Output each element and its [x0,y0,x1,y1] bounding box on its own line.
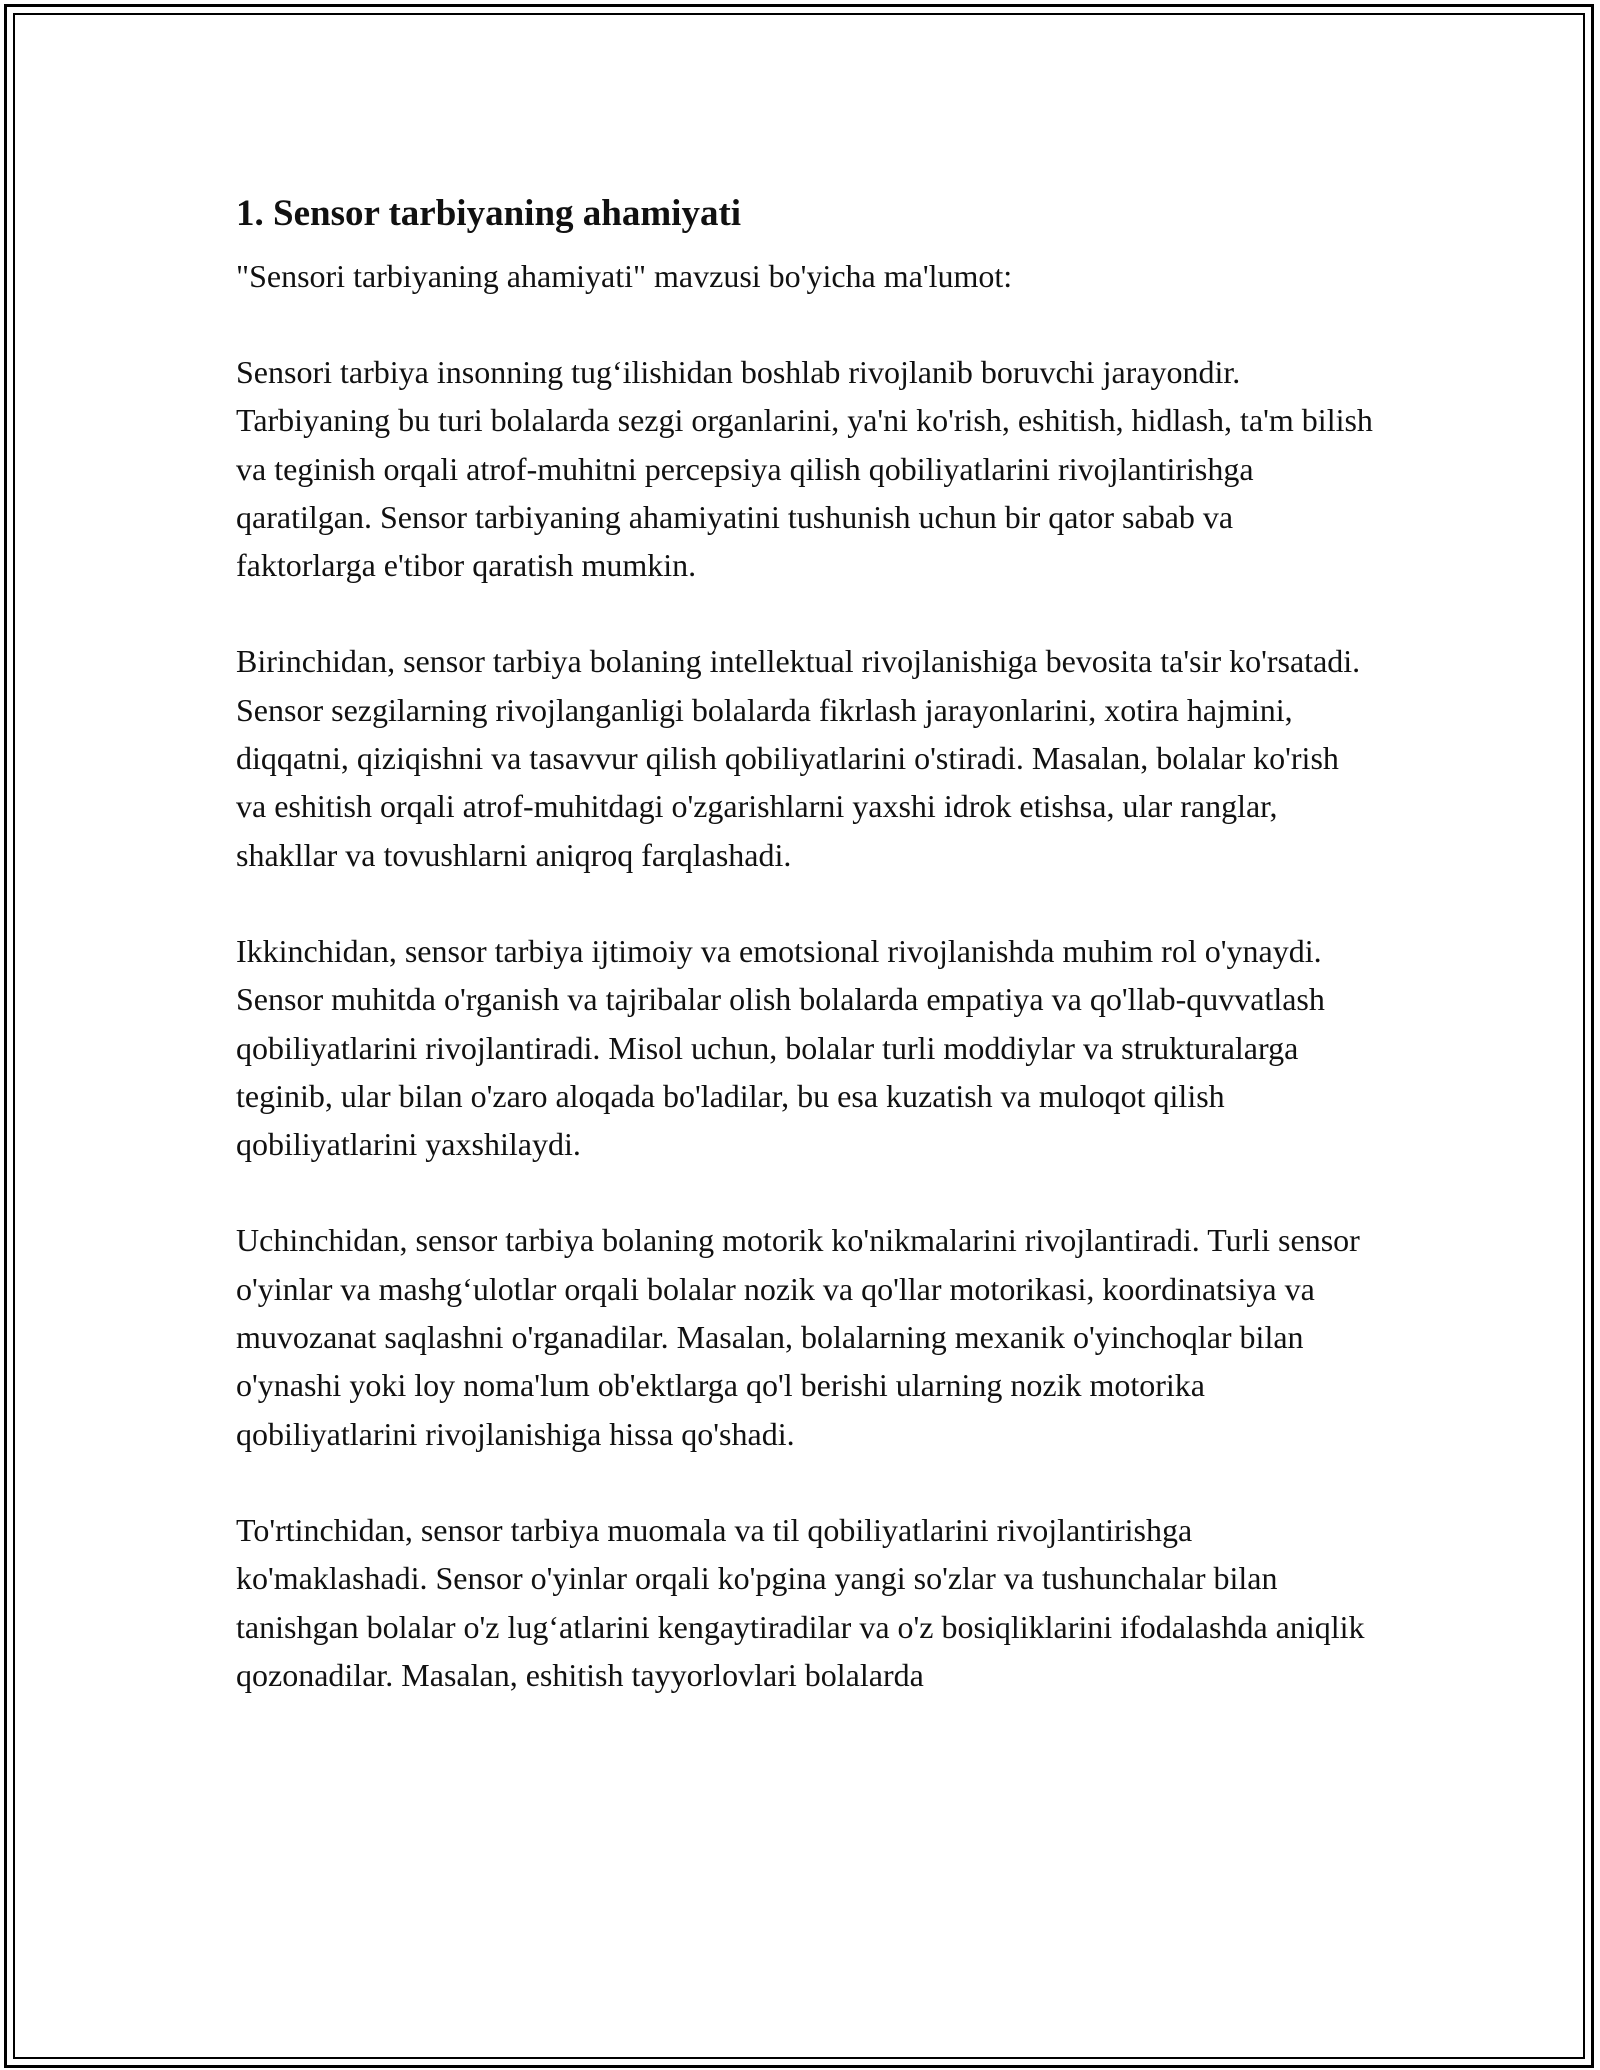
paragraph-1: Sensori tarbiya insonning tug‘ilishidan boshlab rivojlanib boruvchi jarayondir. Tarbiyaning bu turi bolalarda sezgi organlarini, ya'ni ko'rish, eshitish, hidlash, ta'm bilish va teginish orqali atrof-muhitni percepsiya qilish qobiliyatlarini rivojlantirishga qaratilgan. Sensor tarbiyaning ahamiyatini tushunish uchun bir qator sabab va faktorlarga e'tibor qaratish mumkin. [236,354,1373,584]
document-body [236,186,1376,1699]
paragraph-5: To'rtinchidan, sensor tarbiya muomala va til qobiliyatlarini rivojlantirishga ko'maklashadi. Sensor o'yinlar orqali ko'pgina yangi so'zlar va tushunchalar bilan tanishgan bolalar o'z lug‘atlarini kengaytiradilar va o'z bosiqliklarini ifodalashda aniqlik qozonadilar. Masalan, eshitish tayyorlovlari bolalarda [236,1511,1365,1693]
paragraph-3: Ikkinchidan, sensor tarbiya ijtimoiy va emotsional rivojlanishda muhim rol o'ynaydi. Sensor muhitda o'rganish va tajribalar olish bolalarda empatiya va qo'llab-quvvatlash qobiliyatlarini rivojlantiradi. Misol uchun, bolalar turli moddiylar va strukturalarga teginib, ular bilan o'zaro aloqada bo'ladilar, bu esa kuzatish va muloqot qilish qobiliyatlarini yaxshilaydi. [236,932,1325,1163]
paragraph-4: Uchinchidan, sensor tarbiya bolaning motorik ko'nikmalarini rivojlantiradi. Turli sensor o'yinlar va mashg‘ulotlar orqali bolalar nozik va qo'llar motorikasi, koordinatsiya va muvozanat saqlashni o'rganadilar. Masalan, bolalarning mexanik o'yinchoqlar bilan o'ynashi yoki loy noma'lum ob'ektlarga qo'l berishi ularning nozik motorika qobiliyatlarini rivojlanishiga hissa qo'shadi. [236,1222,1360,1452]
paragraph-2: Birinchidan, sensor tarbiya bolaning intellektual rivojlanishiga bevosita ta'sir ko'rsatadi. Sensor sezgilarning rivojlanganligi bolalarda fikrlash jarayonlarini, xotira hajmini, diqqatni, qiziqishni va tasavvur qilish qobiliyatlarini o'stiradi. Masalan, bolalar ko'rish va eshitish orqali atrof-muhitdagi o'zgarishlarni yaxshi idrok etishsa, ular ranglar, shakllar va tovushlarni aniqroq farqlashadi. [236,643,1361,873]
intro-line: "Sensori tarbiyaning ahamiyati" mavzusi bo'yicha ma'lumot: [236,258,1013,294]
section-heading: 1. Sensor tarbiyaning ahamiyati [236,193,742,234]
